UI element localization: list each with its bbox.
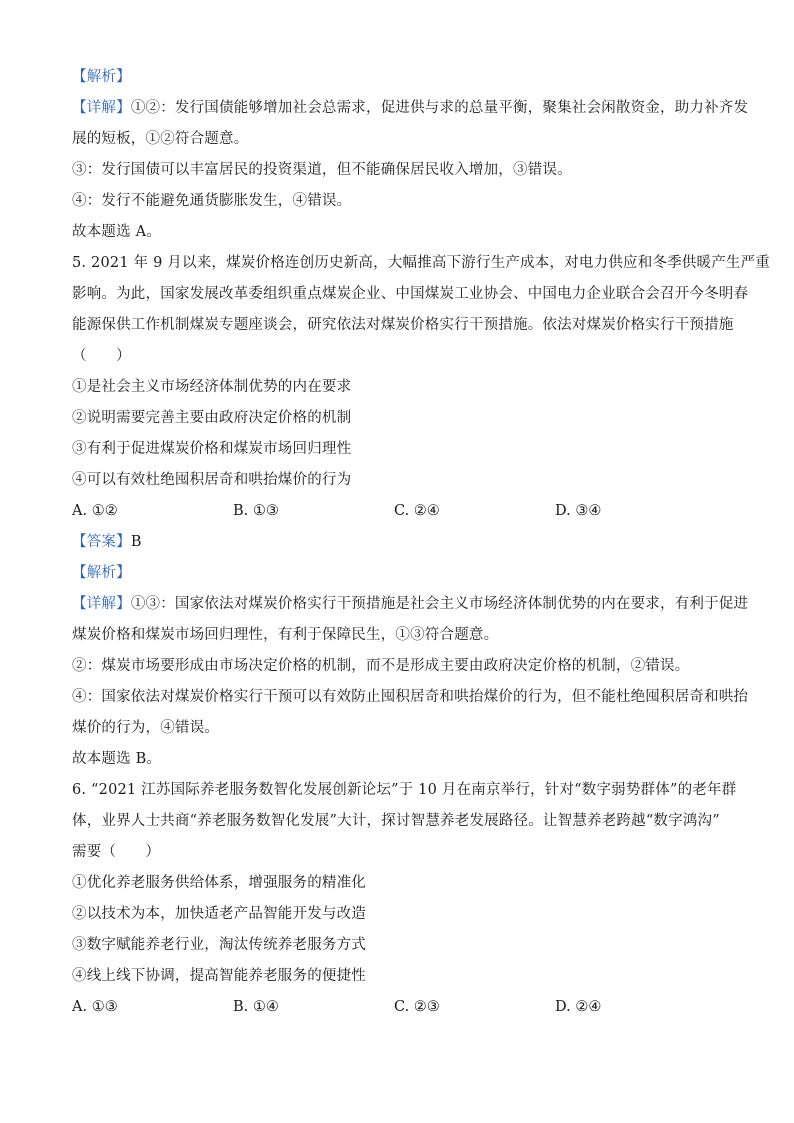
- statement: ②说明需要完善主要由政府决定价格的机制: [72, 410, 352, 426]
- detail-line: 煤价的行为，④错误。: [72, 720, 219, 736]
- analysis-tag: 【解析】: [72, 565, 131, 581]
- statement: ④线上线下协调，提高智能养老服务的便捷性: [72, 968, 366, 984]
- question-stem: 5. 2021 年 9 月以来，煤炭价格连创历史新高，大幅推高下游行生产成本，对电力供应和冬季供暖产生严重: [72, 255, 770, 271]
- analysis-heading: [72, 558, 724, 589]
- option-a: A. ①②: [72, 503, 118, 519]
- options-row: [72, 992, 724, 1023]
- statement: ①优化养老服务供给体系，增强服务的精准化: [72, 875, 366, 891]
- statement: ③有利于促进煤炭价格和煤炭市场回归理性: [72, 441, 352, 457]
- question-stem: （ ）: [72, 348, 131, 364]
- detail-line: [72, 93, 749, 124]
- statement: ④可以有效杜绝囤积居奇和哄抬煤价的行为: [72, 472, 352, 488]
- options-row: [72, 496, 724, 527]
- detail-tag: 【详解】: [72, 100, 131, 116]
- option-d: D. ②④: [555, 999, 602, 1015]
- analysis-heading: [72, 62, 724, 93]
- detail-line: ③：发行国债可以丰富居民的投资渠道，但不能确保居民收入增加，③错误。: [72, 162, 572, 178]
- question-stem: 体，业界人士共商“养老服务数智化发展”大计，探讨智慧养老发展路径。让智慧养老跨越“数字鸿沟”: [72, 813, 720, 829]
- answer-line: [72, 527, 724, 558]
- detail-text: ①③：国家依法对煤炭价格实行干预措施是社会主义市场经济体制优势的内在要求，有利于促进: [130, 596, 749, 612]
- question-stem: 需要（ ）: [72, 844, 161, 860]
- statement: ③数字赋能养老行业，淘汰传统养老服务方式: [72, 937, 366, 953]
- option-b: B. ①④: [233, 999, 279, 1015]
- detail-tag: 【详解】: [72, 596, 131, 612]
- option-a: A. ①③: [72, 999, 118, 1015]
- conclusion: 故本题选 A。: [72, 224, 161, 240]
- option-c: C. ②④: [394, 503, 440, 519]
- conclusion: 故本题选 B。: [72, 751, 162, 767]
- statement: ②以技术为本，加快适老产品智能开发与改造: [72, 906, 366, 922]
- statement: ①是社会主义市场经济体制优势的内在要求: [72, 379, 352, 395]
- detail-line: [72, 589, 749, 620]
- question-stem: 影响。为此，国家发展改革委组织重点煤炭企业、中国煤炭工业协会、中国电力企业联合会召开今冬明春: [72, 286, 749, 302]
- detail-line: 展的短板，①②符合题意。: [72, 131, 249, 147]
- analysis-tag: 【解析】: [72, 69, 131, 85]
- option-d: D. ③④: [555, 503, 602, 519]
- detail-line: ④：发行不能避免通货膨胀发生，④错误。: [72, 193, 352, 209]
- option-b: B. ①③: [233, 503, 279, 519]
- question-stem: 能源保供工作机制煤炭专题座谈会，研究依法对煤炭价格实行干预措施。依法对煤炭价格实行干预措施: [72, 317, 734, 333]
- detail-line: 煤炭价格和煤炭市场回归理性，有利于保障民生，①③符合题意。: [72, 627, 499, 643]
- question-stem: 6. “2021 江苏国际养老服务数智化发展创新论坛”于 10 月在南京举行，针对“数字弱势群体”的老年群: [72, 782, 737, 798]
- detail-line: ②：煤炭市场要形成由市场决定价格的机制，而不是形成主要由政府决定价格的机制，②错误。: [72, 658, 690, 674]
- detail-line: ④：国家依法对煤炭价格实行干预可以有效防止囤积居奇和哄抬煤价的行为，但不能杜绝囤积居奇和哄抬: [72, 689, 749, 705]
- document-page: [72, 62, 770, 1023]
- option-c: C. ②③: [394, 999, 440, 1015]
- answer-tag: 【答案】: [72, 534, 131, 550]
- detail-text: ①②：发行国债能够增加社会总需求，促进供与求的总量平衡，聚集社会闲散资金，助力补齐发: [130, 100, 749, 116]
- answer-value: B: [130, 534, 142, 550]
